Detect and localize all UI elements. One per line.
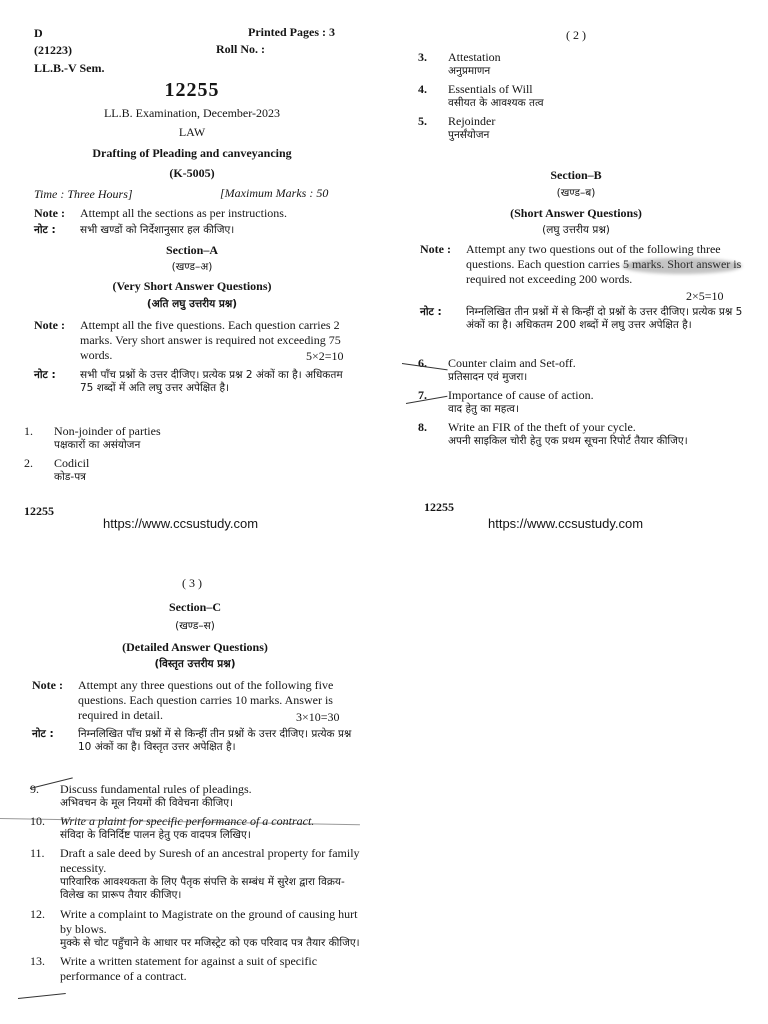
section-a-questions-cont [418, 46, 748, 142]
question-text-hindi: पुनर्संयोजन [448, 129, 490, 142]
section-c-note-text: Attempt any three questions out of the following five questions. Each question carries 10 marks. Answer is required in detail. [78, 678, 334, 722]
question-item [418, 388, 754, 416]
note-hindi-text: सभी खण्डों को निर्देशानुसार हल कीजिए। [80, 224, 235, 236]
general-note-hindi [34, 224, 354, 237]
section-a-note-hindi-label: नोट : [34, 369, 56, 381]
max-marks: [Maximum Marks : 50 [220, 186, 329, 200]
section-b-type: (Short Answer Questions) [510, 206, 642, 220]
question-text: Essentials of Will [448, 82, 533, 97]
question-number: 6. [418, 356, 427, 370]
question-item [418, 82, 748, 110]
page-number: ( 3 ) [182, 576, 202, 590]
section-a-note-hindi [34, 369, 352, 395]
question-text: Non-joinder of parties [54, 424, 161, 438]
question-text-hindi: वसीयत के आवश्यक तत्व [448, 97, 544, 110]
question-text: Attestation [448, 50, 501, 64]
question-text: Write a written statement for against a suit of specific performance of a contract. [60, 953, 318, 983]
page-1 [0, 0, 384, 540]
section-c-questions [30, 778, 360, 984]
question-number: 3. [418, 50, 427, 64]
question-text-hindi: वाद हेतु का महत्व। [448, 403, 519, 416]
section-b-type-hindi: (लघु उत्तरीय प्रश्न) [542, 224, 610, 236]
section-b-note-label: Note : [420, 242, 451, 256]
question-number: 13. [30, 953, 45, 968]
page-number: ( 2 ) [566, 28, 586, 42]
section-a-marks: 5×2=10 [306, 349, 344, 363]
question-number: 8. [418, 420, 427, 435]
section-b-note-hindi-text: निम्नलिखित तीन प्रश्नों में से किन्हीं दो प्रश्नों के उत्तर दीजिए। प्रत्येक प्रश्न 5 अंकों का है। अधिकतम 200 शब्दों में लघु उत्तर अपेक्षित है। [466, 306, 743, 332]
question-text: Draft a sale deed by Suresh of an ancestral property for family necessity. [60, 846, 360, 876]
printed-pages: Printed Pages : 3 [248, 25, 335, 39]
question-text-hindi: पारिवारिक आवश्यकता के लिए पैतृक संपत्ति के सम्बंध में सुरेश द्वारा विक्रय-विलेख का प्रारूप तैयार कीजिए। [60, 876, 345, 902]
section-a-questions [24, 420, 354, 484]
question-number: 10. [30, 814, 45, 829]
note-hindi-label: नोट : [34, 224, 56, 236]
section-c-note-hindi-label: नोट : [32, 728, 54, 740]
question-item [418, 50, 748, 78]
section-a-note [34, 318, 352, 363]
question-text-hindi: पक्षकारों का असंयोजन [54, 439, 141, 451]
question-text-hindi: अनुप्रमाणन [448, 65, 491, 77]
question-item [30, 846, 360, 902]
question-number: 11. [30, 846, 45, 861]
section-b-note-text: Attempt any two questions out of the following three questions. Each question carries 5 marks. Short answer is required not exceeding 200 words. [466, 242, 742, 286]
subject-title: LAW [178, 125, 206, 139]
page-3 [0, 560, 384, 1024]
question-text-hindi: प्रतिसादन एवं मुजरा। [448, 371, 528, 383]
roll-no-label: Roll No. : [216, 42, 265, 56]
question-item [30, 954, 360, 984]
question-number: 2. [24, 456, 33, 471]
paper-number: 12255 [164, 79, 220, 101]
section-b-marks: 2×5=10 [686, 289, 724, 303]
section-c-title: Section–C [169, 600, 221, 614]
footer-paper-code: 12255 [24, 504, 54, 518]
question-item [24, 456, 354, 484]
footer-url: https://www.ccsustudy.com [488, 516, 644, 531]
section-a-title-hindi: (खण्ड–अ) [171, 261, 213, 273]
question-text-hindi: अपनी साइकिल चोरी हेतु एक प्रथम सूचना रिपोर्ट तैयार कीजिए। [448, 435, 688, 448]
section-b-questions [418, 352, 754, 448]
paper-code: (K-5005) [169, 166, 215, 180]
question-text-hindi: संविदा के विनिर्दिष्ट पालन हेतु एक वादपत्र लिखिए। [60, 829, 251, 842]
question-text-hindi: मुक्के से चोट पहुँचाने के आधार पर मजिस्ट्रेट को एक परिवाद पत्र तैयार कीजिए। [60, 936, 360, 949]
question-item [30, 814, 360, 842]
question-number: 7. [418, 388, 427, 403]
paper-title: Drafting of Pleading and canveyancing [92, 146, 292, 160]
section-a-note-label: Note : [34, 318, 65, 332]
question-text: Importance of cause of action. [448, 388, 594, 403]
paper-id: (21223) [34, 43, 72, 57]
footer-paper-code: 12255 [424, 500, 454, 514]
section-c-note-hindi [32, 728, 356, 754]
section-a-type: (Very Short Answer Questions) [112, 279, 272, 293]
section-a-title: Section–A [166, 243, 218, 257]
time-label: Time : Three Hours] [34, 187, 133, 201]
section-c-type-hindi: (विस्तृत उत्तरीय प्रश्न) [154, 658, 236, 670]
ink-smudge [622, 258, 742, 274]
section-c-type: (Detailed Answer Questions) [122, 640, 268, 654]
section-b-note-hindi [420, 306, 748, 332]
section-b-note-hindi-label: नोट : [420, 306, 442, 318]
question-text: Counter claim and Set-off. [448, 356, 576, 370]
question-text-hindi: कोड-पत्र [54, 471, 86, 484]
question-item [24, 424, 354, 452]
question-item [30, 782, 360, 810]
question-text: Write an FIR of the theft of your cycle. [448, 420, 636, 435]
question-text: Rejoinder [448, 114, 496, 129]
section-a-type-hindi: (अति लघु उत्तरीय प्रश्न) [146, 298, 238, 310]
note-label: Note : [34, 206, 65, 220]
section-c-note-label: Note : [32, 678, 63, 692]
general-note [34, 206, 354, 221]
footer-url: https://www.ccsustudy.com [103, 516, 259, 531]
question-item [418, 114, 748, 142]
section-a-note-text: Attempt all the five questions. Each question carries 2 marks. Very short answer is required not exceeding 75 words. [80, 318, 341, 362]
question-number: 9. [30, 782, 39, 796]
question-number: 1. [24, 424, 33, 438]
paper-code-letter: D [34, 26, 43, 40]
section-c-marks: 3×10=30 [296, 710, 340, 724]
section-c-title-hindi: (खण्ड–स) [175, 620, 215, 632]
section-b-title: Section–B [550, 168, 602, 182]
question-number: 5. [418, 114, 427, 129]
question-text: Discuss fundamental rules of pleadings. [60, 782, 252, 796]
question-number: 4. [418, 82, 427, 97]
course-name: LL.B.-V Sem. [34, 61, 105, 75]
question-item [418, 356, 754, 384]
section-b-title-hindi: (खण्ड–ब) [556, 187, 596, 199]
question-item [30, 907, 360, 950]
section-c-note-hindi-text: निम्नलिखित पाँच प्रश्नों में से किन्हीं तीन प्रश्नों के उत्तर दीजिए। प्रत्येक प्रश्न 10 अंकों का है। विस्तृत उत्तर अपेक्षित है। [78, 728, 352, 754]
question-number: 12. [30, 906, 45, 921]
question-text: Write a complaint to Magistrate on the ground of causing hurt by blows. [60, 906, 358, 936]
note-text: Attempt all the sections as per instructions. [80, 206, 287, 220]
question-text-hindi: अभिवचन के मूल नियमों की विवेचना कीजिए। [60, 797, 234, 809]
page-2 [384, 0, 768, 540]
question-item [418, 420, 754, 448]
pen-mark [18, 993, 66, 999]
exam-title: LL.B. Examination, December-2023 [103, 106, 281, 120]
question-text: Codicil [54, 456, 90, 471]
question-text: Write a plaint for specific performance of a contract. [60, 814, 315, 829]
section-a-note-hindi-text: सभी पाँच प्रश्नों के उत्तर दीजिए। प्रत्येक प्रश्न 2 अंकों का है। अधिकतम 75 शब्दों में अति लघु उत्तर अपेक्षित है। [80, 369, 343, 395]
